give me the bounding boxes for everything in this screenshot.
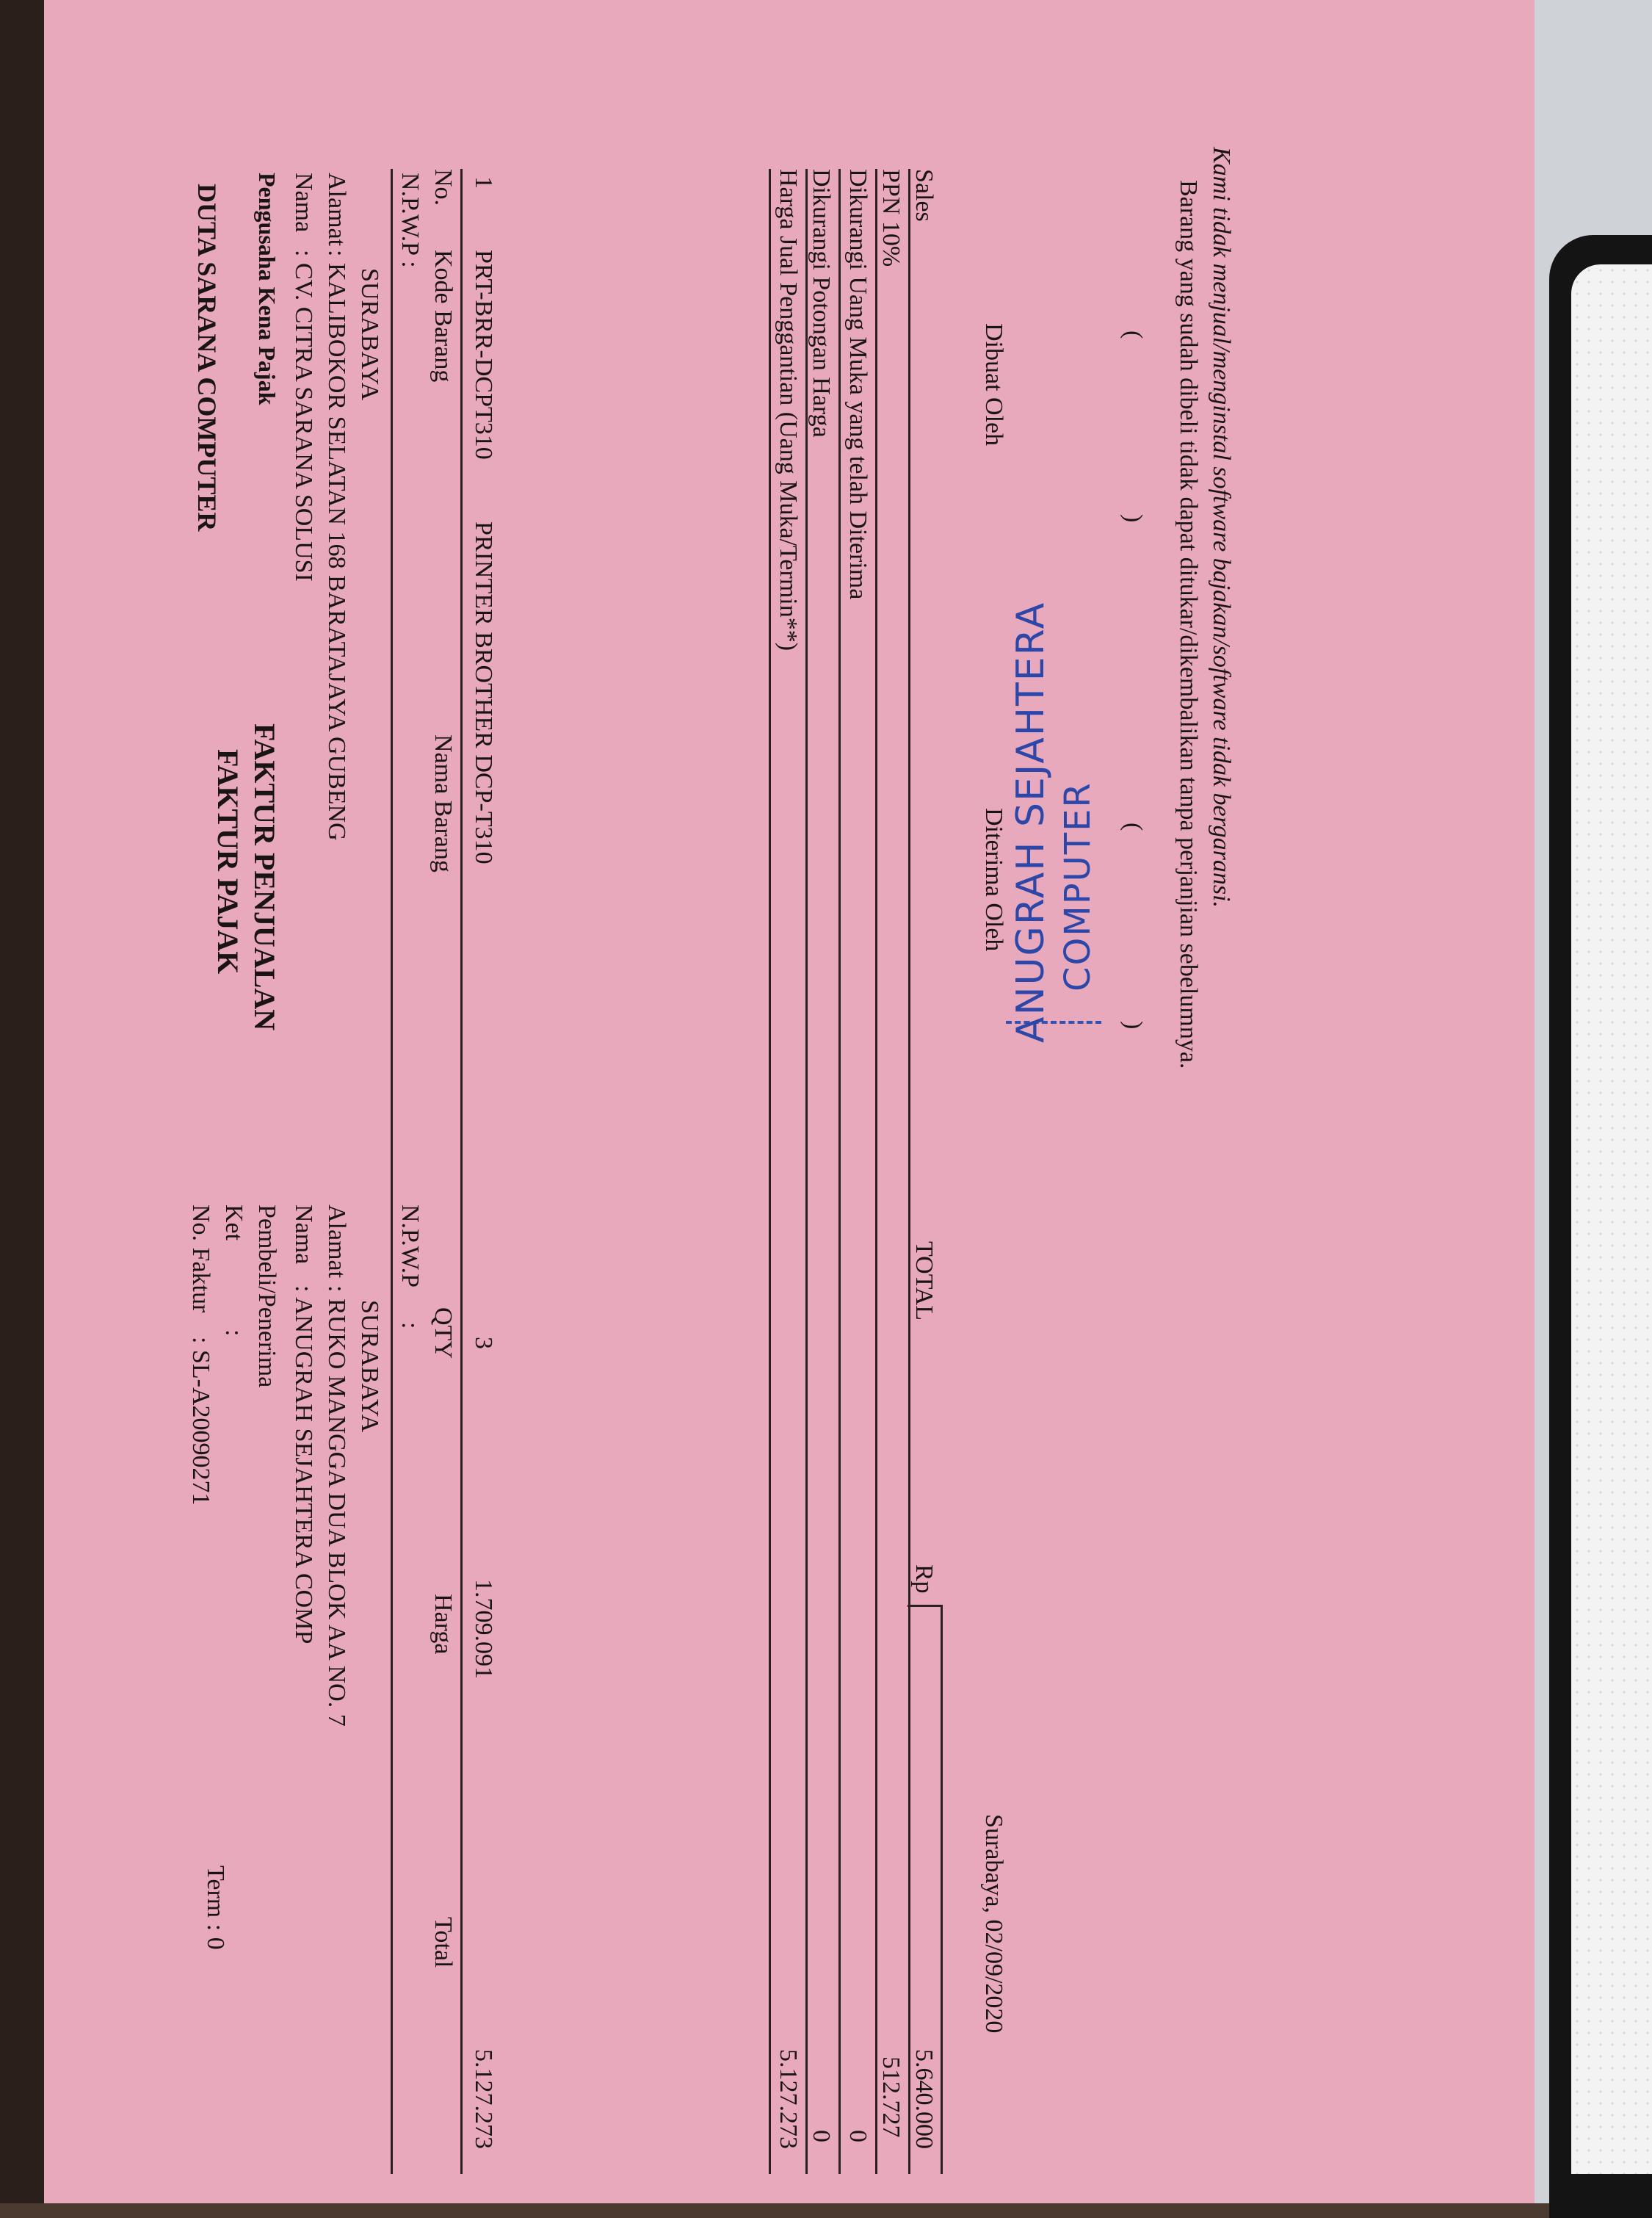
sign-open-1: ( <box>1120 330 1147 339</box>
row-kode: PRT-BRR-DCPT310 <box>470 250 497 460</box>
invoice-no-value: : SL-A20090271 <box>187 1337 214 1506</box>
doc-subtitle: FAKTUR PENJUALAN <box>248 723 281 1031</box>
buyer-npwp-label: N.P.W.P <box>396 1204 424 1288</box>
summary-rule-1 <box>805 169 808 2174</box>
total-box-divider <box>907 1605 941 1607</box>
doc-title: FAKTUR PAJAK <box>211 749 244 975</box>
table-top-rule <box>391 169 393 2174</box>
total-underline <box>941 1605 943 2174</box>
summary-value-4: 512.727 <box>877 2056 905 2138</box>
device-surface <box>1571 264 1652 2174</box>
invoice-ket-label: Ket <box>220 1204 247 1241</box>
table-header-rule <box>460 169 463 2174</box>
summary-top-rule <box>769 169 771 2174</box>
company-name: DUTA SARANA COMPUTER <box>192 184 222 532</box>
summary-value-1: 5.127.273 <box>775 2049 802 2149</box>
buyer-nama-label: Nama <box>290 1204 317 1265</box>
place-date: Surabaya, 02/09/2020 <box>980 1814 1007 2034</box>
summary-rule-3 <box>875 169 877 2174</box>
col-header-qty: QTY <box>430 1307 457 1359</box>
row-qty: 3 <box>470 1337 497 1349</box>
term: Term : 0 <box>202 1865 229 1950</box>
company-stamp <box>1006 601 1101 1043</box>
row-no: 1 <box>470 176 497 189</box>
diterima-oleh: Diterima Oleh <box>980 808 1007 952</box>
seller-alamat-city: SURABAYA <box>356 268 383 401</box>
footer-line-1: Barang yang sudah dibeli tidak dapat ditukar/dikembalikan tanpa perjanjian sebelumnya. <box>1175 180 1202 1069</box>
sales-label: Sales <box>910 169 938 222</box>
summary-value-3: 0 <box>844 2130 872 2142</box>
row-nama: PRINTER BROTHER DCP-T310 <box>470 521 497 864</box>
summary-value-2: 0 <box>808 2130 835 2142</box>
buyer-npwp-value: : <box>396 1322 424 1329</box>
buyer-alamat-value: : RUKO MANGGA DUA BLOK AA NO. 7 <box>323 1285 350 1727</box>
col-header-harga: Harga <box>430 1594 457 1655</box>
row-total: 5.127.273 <box>470 2049 497 2149</box>
seller-heading: Pengusaha Kena Pajak <box>254 173 280 405</box>
summary-label-3: Dikurangi Uang Muka yang telah Diterima <box>844 169 872 600</box>
seller-npwp-label: N.P.W.P : <box>396 173 424 268</box>
row-harga: 1.709.091 <box>470 1579 497 1679</box>
buyer-heading: Pembeli/Penerima <box>253 1204 280 1388</box>
background-left <box>0 0 44 2203</box>
total-value: 5.640.000 <box>910 2049 938 2149</box>
summary-label-2: Dikurangi Potongan Harga <box>808 169 835 438</box>
invoice-no-label: No. Faktur <box>187 1204 214 1313</box>
summary-rule-2 <box>838 169 841 2174</box>
sign-close-2: ) <box>1120 1021 1147 1030</box>
summary-rule-4 <box>908 169 910 2174</box>
summary-label-1: Harga Jual Penggantian (Uang Muka/Termin**) <box>775 169 802 651</box>
buyer-alamat-city: SURABAYA <box>356 1300 383 1433</box>
stamp-line-2: COMPUTER <box>1057 781 1098 991</box>
invoice-document <box>44 0 1535 2203</box>
invoice-rotated <box>44 0 1535 2203</box>
total-label: TOTAL <box>910 1241 938 1321</box>
sign-open-2: ( <box>1120 823 1147 831</box>
total-currency: Rp <box>910 1564 938 1594</box>
col-header-total: Total <box>430 1917 457 1968</box>
seller-alamat-value: : KALIBOKOR SELATAN 168 BARATAJAYA GUBENG <box>323 250 350 841</box>
seller-nama-label: Nama <box>290 173 317 233</box>
seller-nama-value: : CV. CITRA SARANA SOLUSI <box>290 250 317 582</box>
sign-close-1: ) <box>1120 514 1147 523</box>
seller-alamat-label: Alamat <box>323 173 350 247</box>
dibuat-oleh: Dibuat Oleh <box>980 323 1007 447</box>
footer-line-2: Kami tidak menjual/menginstal software bajakan/software tidak bergaransi. <box>1208 147 1235 908</box>
invoice-ket-value: : <box>220 1329 247 1337</box>
col-header-no: No. <box>430 169 457 206</box>
col-header-kode: Kode Barang <box>430 250 457 383</box>
buyer-nama-value: : ANUGRAH SEJAHTERA COMP <box>290 1285 317 1644</box>
summary-label-4: PPN 10% <box>877 169 905 267</box>
buyer-alamat-label: Alamat <box>323 1204 350 1279</box>
stamp-line-1: ANUGRAH SEJAHTERA <box>1009 601 1053 1043</box>
col-header-nama: Nama Barang <box>430 734 457 873</box>
